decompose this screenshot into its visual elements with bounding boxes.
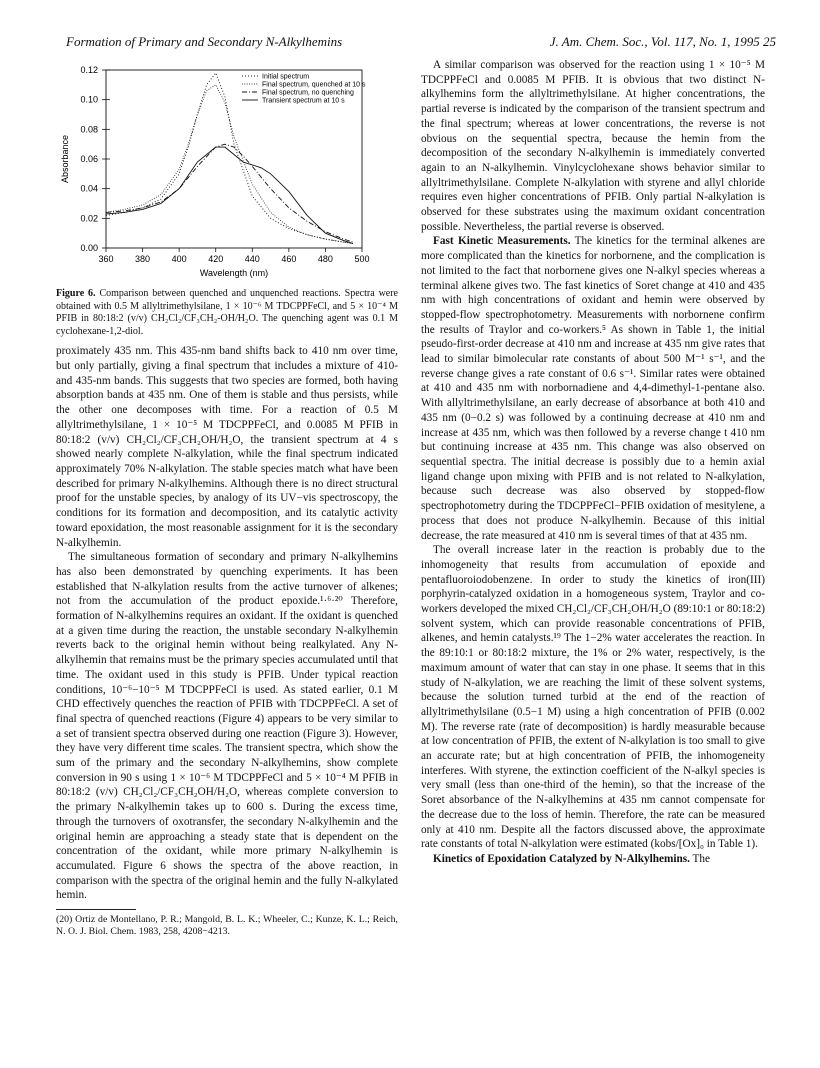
right-paragraph-1: A similar comparison was observed for the reaction using 1 × 10⁻⁵ M TDCPPFeCl and 0.0085 M PFIB. It is obvious that two distinct N-alkylhemins form the allyltrimethylsilane. At higher concentrations, the partial reverse is indicated by the comparison of the transient spectrum and the final spectrum; whereas at lower concentrations, the reverse is not obvious on the sequential spectra, because the hemin from the decomposition of the secondary N-alkylhemin is immediately converted again to an N-alkylhemin. Vinylcyclohexane shows behavior similar to allyltrimethylsilane. Complete N-alkylation with styrene and allyl chloride requires even higher concentrations of PFIB. Only partial N-alkylation is observed for these substrates using the maximum oxidant concentration possible. Nevertheless, the partial reverse is observed. [421, 59, 765, 233]
caption-label: Figure 6. [56, 288, 96, 299]
figure-caption [56, 288, 398, 338]
left-column [56, 58, 398, 939]
y-axis-label: Absorbance [60, 134, 70, 184]
right-paragraph-4-text: The [689, 852, 711, 865]
y-tick-label: 0.04 [80, 183, 98, 194]
right-column [421, 58, 765, 867]
y-tick-label: 0.00 [80, 243, 98, 253]
section-head-epoxidation: Kinetics of Epoxidation Catalyzed by N-Alkylhemins. [433, 852, 690, 865]
y-tick-label: 0.10 [80, 94, 98, 105]
y-tick-label: 0.12 [80, 65, 98, 75]
legend-label-3: Final spectrum, no quenching [262, 89, 354, 97]
footnote-20: (20) Ortiz de Montellano, P. R.; Mangold, B. L. K.; Wheeler, C.; Kunze, K. L.; Reich, N. O. J. Biol. Chem. 1983, 258, 4208−4213. [56, 914, 398, 938]
right-paragraph-2-text: The kinetics for the terminal alkenes are more complicated than the kinetics for norbornene, and the complication is not limited to the fact that norbornene gives one N-alkyl species whereas a terminal alkene gives two. The fast kinetics of Soret change at 410 and 435 nm with high concentrations of oxidant and hemin were observed by stopped-flow spectrophotometry. Measurements with norbornene confirm the results of Traylor and co-workers.⁵ As shown in Table 1, the initial pseudo-first-order decrease at 410 nm and increase at 435 nm give rates that lead to similar bimolecular rate constants of about 500 M⁻¹ s⁻¹, and the reverse change gives a rate constant of 0.6 s⁻¹. Similar rates were obtained at 410 and 435 nm with norbornadiene and 4,4-dimethyl-1-pentane also. With allyltrimethylsilane, an early decrease of absorbance at both 410 and 435 nm (0−0.2 s) was followed by a continuing decrease at 410 nm and increase at 435 nm, which was then followed by a reverse change t 410 nm but continuing increase at 435 nm. This change was also observed on sequential spectra. The initial decrease is possibly due to a hemin axial ligand change upon mixing with PFIB and is not related to N-alkylation, because such decrease was also observed by stopped-flow spectrophotometry during the TDCPPFeCl−PFIB oxidation of mesitylene, a process that does not produce N-alkylhemin. Because of this initial decrease, the rate measured at 410 nm is several times of that at 435 nm. [421, 235, 766, 542]
right-paragraph-3: The overall increase later in the reaction is probably due to the inhomogeneity that results from accumulation of epoxide and pentafluoroiodobenzene. In order to study the kinetics of iron(III) porphyrin-catalyzed oxidation in a homogeneous system, Traylor and co-workers developed the mixed CH₂Cl₂/CF₃CH₂OH/H₂O (89:10:1 or 80:18:2) solvent system, which can provide reasonable concentrations of PFIB, alkenes, and hemin catalysts.¹⁹ The 1−2% water accelerates the reaction. In the 89:10:1 or 80:18:2 mixture, the 1% or 2% water, respectively, is the maximum amount of water that can stay in one phase. It seems that in this study of N-alkylation, we are reaching the limit of these solvent systems, because the solution turned turbid at the end of the reaction of allyltrimethylsilane (0.5−1 M) using a high concentration of PFIB (0.002 M). The reverse rate (rate of decomposition) is hardly measurable because at low concentration of PFIB, the extent of N-alkylation is too small to give an accurate rate; but at high concentration of PFIB, the inhomogeneity interferes. With styrene, the extinction coefficient of the N-alkyl species is very small (less than one-third of the hemin), so that the increase of the Soret absorbance of the N-alkylhemins at 435 nm cannot compensate for the decrease due to the loss of hemin. Therefore, the rate can be measured only at 410 nm. Despite all the factors discussed above, the approximate rate constants of total N-alkylation were estimated (kobs/[Ox]₀ in Table 1). [421, 544, 765, 851]
x-tick-label: 380 [135, 254, 151, 264]
running-head-citation: J. Am. Chem. Soc., Vol. 117, No. 1, 1995 25 [549, 34, 776, 49]
series-line-2 [106, 85, 353, 244]
right-paragraph-2 [421, 234, 765, 543]
y-tick-label: 0.08 [80, 124, 98, 135]
series-line-4 [106, 147, 353, 244]
footnote-rule [56, 909, 136, 910]
x-tick-label: 420 [208, 254, 224, 264]
absorbance-chart [56, 58, 398, 284]
x-tick-label: 480 [317, 254, 333, 264]
right-paragraph-4 [421, 852, 765, 867]
x-tick-label: 460 [281, 254, 297, 264]
figure-6 [56, 58, 398, 284]
legend-label-2: Final spectrum, quenched at 10 s [262, 81, 366, 89]
y-tick-label: 0.06 [80, 154, 98, 164]
x-axis-label: Wavelength (nm) [199, 268, 269, 278]
running-head-title: Formation of Primary and Secondary N-Alkylhemins [66, 34, 343, 49]
series-line-3 [106, 144, 353, 242]
left-paragraph-1: proximately 435 nm. This 435-nm band shifts back to 410 nm over time, but only partially, giving a final spectrum that includes a mixture of 410- and 435-nm bands. This suggests that two species are formed, both having absorption bands at 435 nm. One of them is stable and thus persists, while the other one decomposes with time. For a reaction of 0.5 M allyltrimethylsilane, 1 × 10⁻⁵ M TDCPPFeCl, and 0.0085 M PFIB in 80:18:2 (v/v) CH₂Cl₂/CF₃CH₂OH/H₂O, the transient spectrum at 4 s showed nearly complete N-alkylation, while the final spectrum indicated approximately 70% N-alkylation. The stable species match what have been described for primary N-alkylhemins. Although there is no direct structural proof for the unstable species, by analogy of its UV−vis spectroscopy, the conditions for its formation and decomposition, and its catalytic activity toward epoxidation, the most reasonable assignment for it is the secondary N-alkylhemin. [56, 345, 398, 549]
left-paragraph-2: The simultaneous formation of secondary and primary N-alkylhemins has also been demonstrated by quenching experiments. It has been established that N-alkylation results from the active turnover of alkenes; not from the accumulation of the product epoxide.¹·⁶·²⁰ Therefore, formation of N-alkylhemins requires an oxidant. If the oxidant is quenched at a given time during the reaction, the unstable secondary N-alkylhemin reverts back to the original hemin without being realkylated. Any N-alkylhemin that remains must be the primary species accumulated until that time. The oxidant used in this study is PFIB. Under typical reaction conditions, 10⁻⁶−10⁻⁵ M TDCPPFeCl is used. As stated earlier, 0.1 M CHD effectively quenches the reaction of PFIB with TDCPPFeCl. A set of final spectra of quenched reactions (Figure 4) appears to be very similar to a set of transient spectra observed during one reaction (Figure 3). However, they have very different time scales. The transient spectra, which show the sum of the primary and the secondary N-alkylhemins, show complete conversion in 90 s using 1 × 10⁻⁶ M TDCPPFeCl and 5 × 10⁻⁴ M PFIB in 80:18:2 (v/v) CH₂Cl₂/CF₃CH₂OH/H₂O, whereas complete conversion to the primary N-alkylhemin takes up to 600 s. During the excess time, through the turnovers of oxotransfer, the secondary N-alkylhemin and the original hemin are approaching a steady state that is dependent on the concentration of the oxidant, while more primary N-alkylhemin is accumulated. Figure 6 shows the spectra of the above reaction, in comparison with the spectra of the original hemin and the fully N-alkylated hemin. [56, 551, 398, 902]
x-tick-label: 440 [244, 254, 260, 264]
section-head-fast-kinetic: Fast Kinetic Measurements. [433, 235, 571, 248]
legend-label-4: Transient spectrum at 10 s [262, 97, 345, 105]
caption-text: Comparison between quenched and unquenched reactions. Spectra were obtained with 0.5 M allyltrimethylsilane, 1 × 10⁻⁶ M TDCPPFeCl, and 5 × 10⁻⁴ M PFIB in 80:18:2 (v/v) CH₂Cl₂/CF₃CH₂-OH/H₂O. The quenching agent was 0.1 M cyclohexane-1,2-diol. [56, 288, 398, 337]
x-tick-label: 360 [98, 254, 114, 264]
y-tick-label: 0.02 [80, 213, 98, 224]
x-tick-label: 400 [171, 254, 187, 264]
legend-label-1: Initial spectrum [262, 73, 310, 81]
x-tick-label: 500 [354, 254, 370, 264]
